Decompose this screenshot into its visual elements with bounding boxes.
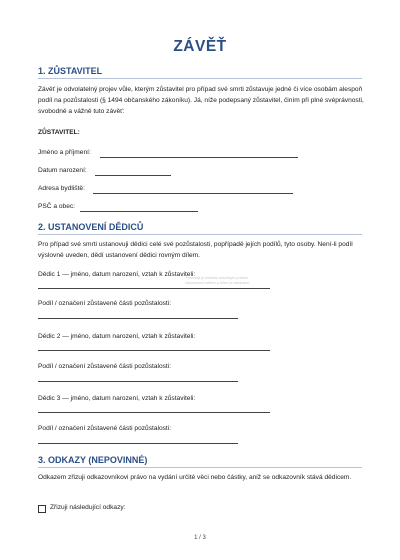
document-title: ZÁVĚŤ: [173, 38, 227, 55]
section-1-intro: Závěť je odvolatelný projev vůle, kterým zůstavitel pro případ své smrti zůstavuje jedné či více osobám alespoň podíl na pozůstalosti (§ 1494 občanského zákoníku). Já, níže podepsaný zůstavitel, činím při plné svéprávnosti, svobodně a vážně tuto závěť:: [38, 86, 364, 115]
section-3-intro: Odkazem zřizuji odkazovníkovi právo na vydání určité věci nebo částky, aniž se odkazovník stává dědicem.: [38, 474, 352, 481]
page-number: 1 / 3: [194, 535, 206, 541]
bequest-checkbox-label: Zřizuji následující odkazy:: [50, 504, 126, 511]
heir-1-label: Dědic 1 — jméno, datum narození, vztah k zůstaviteli:: [38, 271, 196, 278]
heir-3-line[interactable]: [38, 412, 270, 413]
postal-field-label: PSČ a obec:: [38, 203, 76, 210]
name-field-label: Jméno a příjmení:: [38, 149, 91, 156]
section-2-intro: Pro případ své smrti ustanovuji dědici celé své pozůstalosti, popřípadě jejích podílů, tyto osoby. Není-li podíl výslovně uveden, dědí ustanovení dědici rovným dílem.: [38, 241, 353, 259]
section-3-divider: [38, 467, 362, 468]
heir-1-share-label: Podíl / označení zůstavené části pozůstalosti:: [38, 300, 172, 307]
heir-2-share-line[interactable]: [38, 381, 238, 382]
section-1-heading: 1. ZŮSTAVITEL: [38, 66, 103, 76]
heir-1-share-line[interactable]: [38, 318, 238, 319]
testator-label: ZŮSTAVITEL:: [38, 129, 80, 136]
heir-1-line[interactable]: [38, 288, 270, 289]
heir-3-label: Dědic 3 — jméno, datum narození, vztah k zůstaviteli:: [38, 395, 196, 402]
copyright-watermark: Formulář je chráněn autorským právem Nepovolené sdílení a šíření je zakázáno: [185, 276, 249, 285]
heir-2-line[interactable]: [38, 350, 270, 351]
birthdate-field-line[interactable]: [95, 175, 171, 176]
heir-3-share-label: Podíl / označení zůstavené části pozůstalosti:: [38, 425, 172, 432]
section-2-divider: [38, 234, 362, 235]
postal-field-line[interactable]: [80, 211, 198, 212]
section-2-heading: 2. USTANOVENÍ DĚDICŮ: [38, 222, 144, 232]
birthdate-field-label: Datum narození:: [38, 167, 87, 174]
section-1-divider: [38, 78, 362, 79]
section-3-heading: 3. ODKAZY (NEPOVINNÉ): [38, 455, 148, 465]
heir-3-share-line[interactable]: [38, 443, 238, 444]
heir-2-share-label: Podíl / označení zůstavené části pozůstalosti:: [38, 363, 172, 370]
heir-2-label: Dědic 2 — jméno, datum narození, vztah k zůstaviteli:: [38, 333, 196, 340]
address-field-label: Adresa bydliště:: [38, 185, 85, 192]
address-field-line[interactable]: [93, 193, 293, 194]
name-field-line[interactable]: [100, 157, 298, 158]
bequest-checkbox[interactable]: [38, 505, 46, 513]
